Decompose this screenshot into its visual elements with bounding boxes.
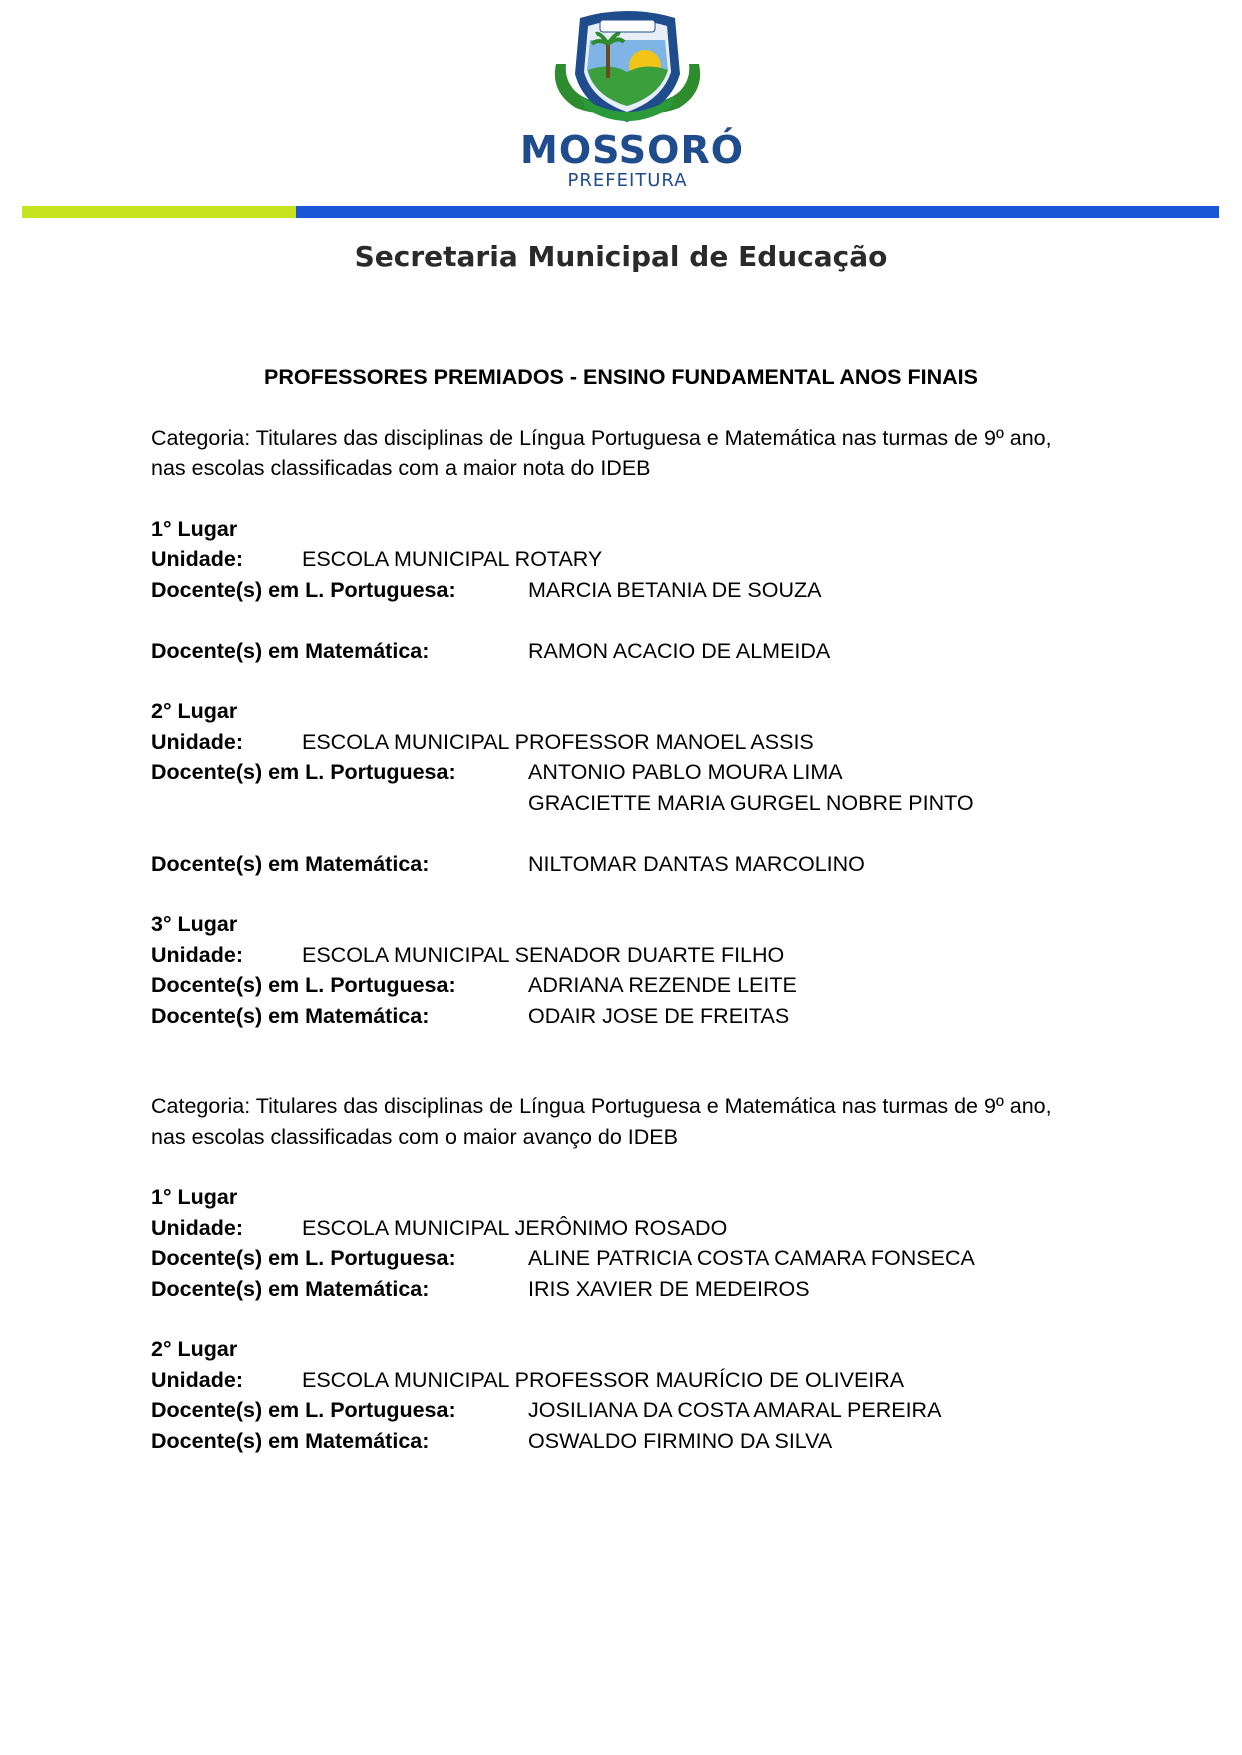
math-teacher: RAMON ACACIO DE ALMEIDA [528, 638, 831, 663]
math-teacher: NILTOMAR DANTAS MARCOLINO [528, 851, 865, 876]
place-label: 3° Lugar [151, 912, 238, 936]
portuguese-label: Docente(s) em L. Portuguesa: [151, 1398, 456, 1422]
portuguese-teacher: ADRIANA REZENDE LEITE [528, 973, 797, 997]
unit-value: ESCOLA MUNICIPAL PROFESSOR MANOEL ASSIS [302, 729, 814, 754]
portuguese-teacher: MARCIA BETANIA DE SOUZA [528, 577, 822, 602]
department-title: Secretaria Municipal de Educação [354, 240, 888, 273]
header-stripe-blue [296, 206, 1219, 218]
unit-value: ESCOLA MUNICIPAL SENADOR DUARTE FILHO [302, 942, 785, 967]
portuguese-teacher: GRACIETTE MARIA GURGEL NOBRE PINTO [528, 790, 974, 815]
label-spacer [151, 788, 528, 819]
unit-label: Unidade: [151, 942, 243, 967]
portuguese-teacher: JOSILIANA DA COSTA AMARAL PEREIRA [528, 1398, 942, 1422]
math-teacher: OSWALDO FIRMINO DA SILVA [528, 1428, 833, 1453]
math-teacher: ODAIR JOSE DE FREITAS [528, 1003, 790, 1028]
math-label: Docente(s) em Matemática: [151, 638, 430, 663]
portuguese-label: Docente(s) em L. Portuguesa: [151, 577, 456, 602]
logo-wordmark-main: MOSSORÓ [520, 128, 745, 172]
letterhead [0, 0, 1242, 200]
portuguese-teacher: ANTONIO PABLO MOURA LIMA [528, 760, 843, 784]
document-body [151, 362, 1091, 1486]
document-title: PROFESSORES PREMIADOS - ENSINO FUNDAMENTAL ANOS FINAIS [264, 365, 978, 389]
unit-label: Unidade: [151, 1367, 243, 1392]
category-text: Categoria: Titulares das disciplinas de Língua Portuguesa e Matemática nas turmas de 9º ano, nas escolas classificadas com o maior avanço do IDEB [151, 1094, 1052, 1149]
math-label: Docente(s) em Matemática: [151, 1003, 430, 1028]
unit-value: ESCOLA MUNICIPAL JERÔNIMO ROSADO [302, 1215, 728, 1240]
logo-wordmark-sub: PREFEITURA [567, 170, 688, 191]
award-place [151, 1334, 1091, 1456]
header-stripe-green [22, 206, 296, 218]
unit-label: Unidade: [151, 547, 243, 571]
place-label: 1° Lugar [151, 516, 238, 541]
portuguese-label: Docente(s) em L. Portuguesa: [151, 1246, 456, 1270]
unit-value: ESCOLA MUNICIPAL PROFESSOR MAURÍCIO DE OLIVEIRA [302, 1367, 905, 1392]
coat-of-arms-icon [520, 4, 735, 128]
unit-value: ESCOLA MUNICIPAL ROTARY [302, 547, 603, 571]
unit-label: Unidade: [151, 1215, 243, 1240]
place-label: 2° Lugar [151, 699, 238, 723]
category-text: Categoria: Titulares das disciplinas de Língua Portuguesa e Matemática nas turmas de 9º ano, nas escolas classificadas com a maior nota do IDEB [151, 425, 1052, 480]
place-label: 2° Lugar [151, 1337, 238, 1361]
portuguese-label: Docente(s) em L. Portuguesa: [151, 973, 456, 997]
municipal-logo [520, 4, 745, 194]
portuguese-label: Docente(s) em L. Portuguesa: [151, 760, 456, 784]
unit-label: Unidade: [151, 729, 243, 754]
award-place [151, 696, 1091, 879]
math-teacher: IRIS XAVIER DE MEDEIROS [528, 1276, 810, 1301]
place-label: 1° Lugar [151, 1185, 238, 1209]
award-place [151, 514, 1091, 667]
math-label: Docente(s) em Matemática: [151, 851, 430, 876]
math-label: Docente(s) em Matemática: [151, 1276, 430, 1301]
award-place [151, 1182, 1091, 1304]
award-place [151, 909, 1091, 1031]
portuguese-teacher: ALINE PATRICIA COSTA CAMARA FONSECA [528, 1246, 975, 1270]
math-label: Docente(s) em Matemática: [151, 1428, 430, 1453]
